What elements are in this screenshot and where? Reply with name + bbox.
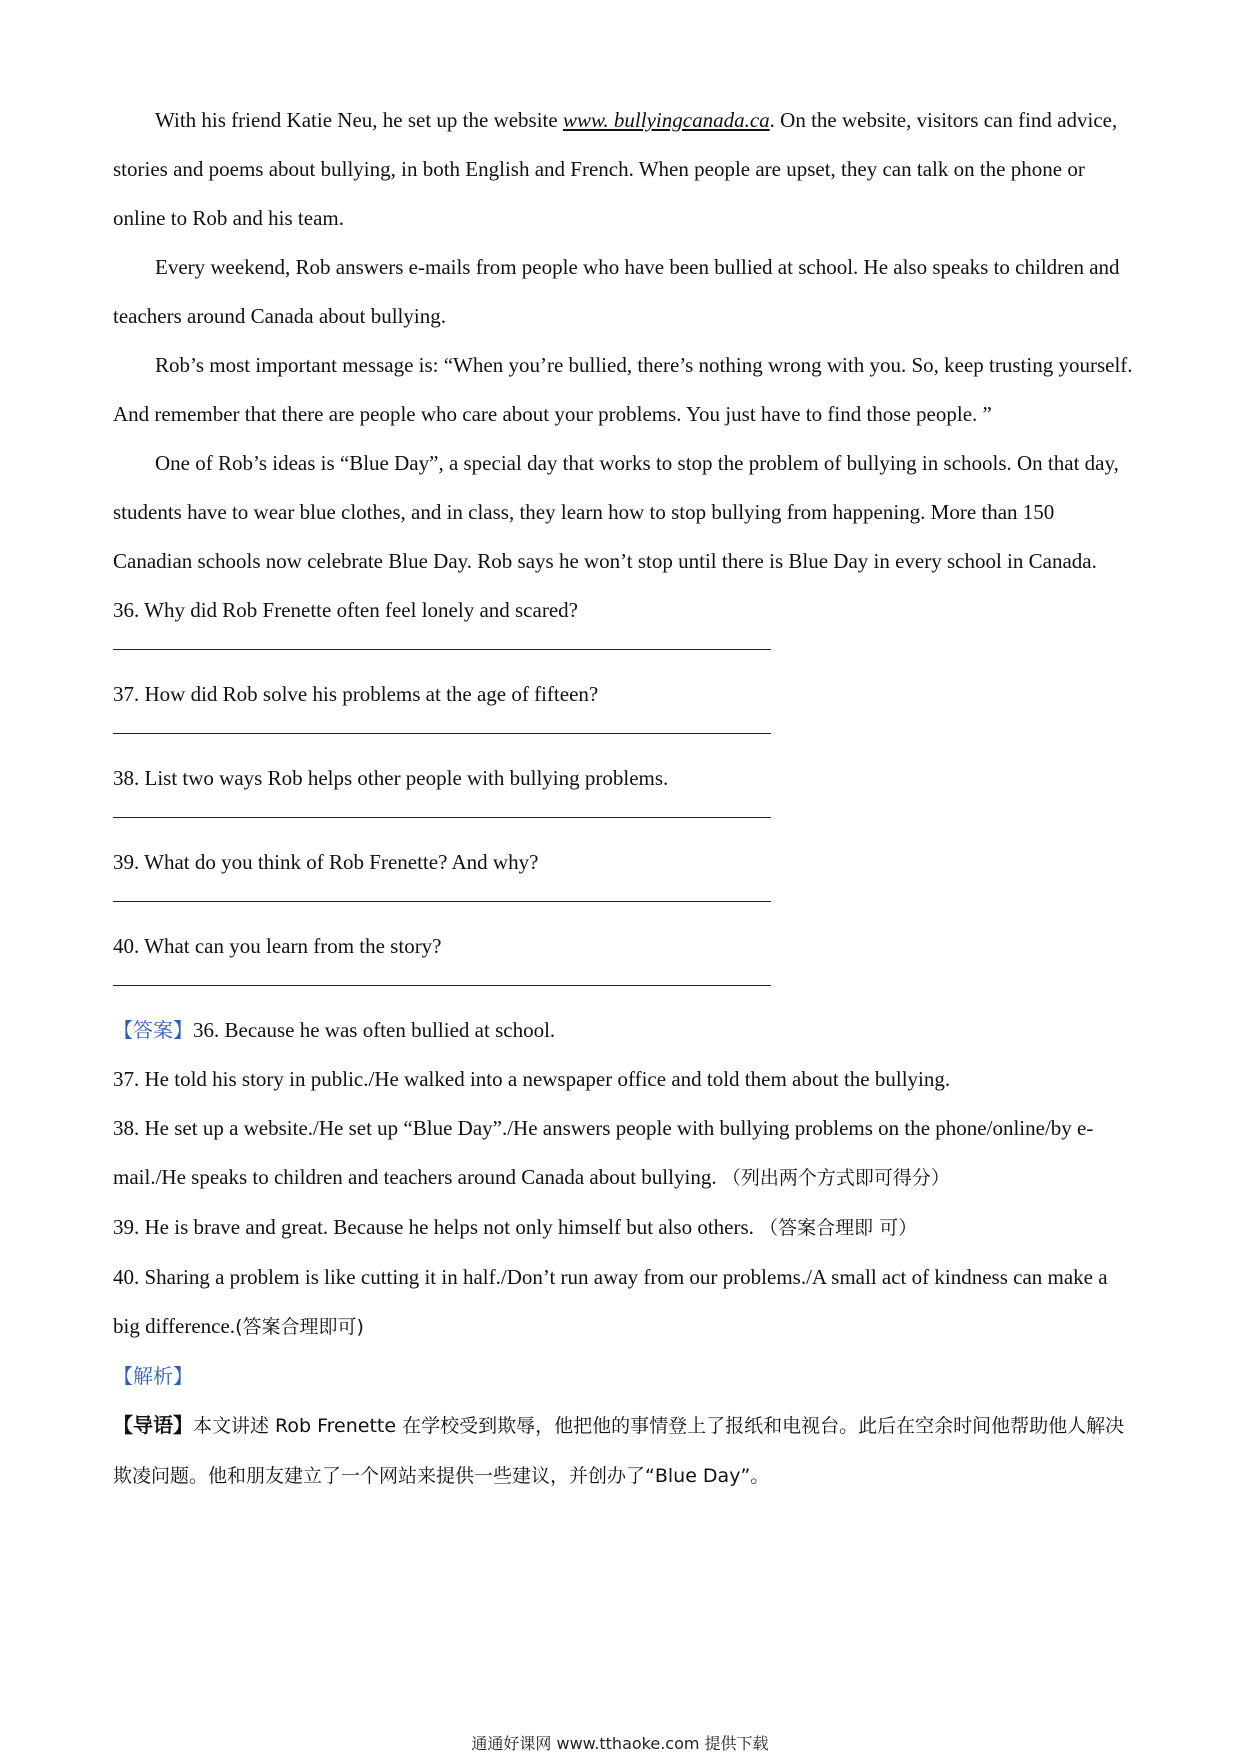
answer-38-note: （列出两个方式即可得分） [721,1167,950,1189]
answer-section [113,1006,1133,1352]
answer-blank-39[interactable] [113,901,771,902]
question-37: 37. How did Rob solve his problems at the age of fifteen? [113,682,599,706]
answer-40-text: 40. Sharing a problem is like cutting it in half./Don’t run away from our problems./A small act of kindness can make a big difference. [113,1265,1108,1338]
analysis-heading [113,1352,1133,1401]
daoyu-tag: 【导语】 [113,1413,193,1437]
answer-blank-38[interactable] [113,817,771,818]
website-link[interactable]: www. bullyingcanada.ca [562,108,770,132]
passage-paragraph-3: Rob’s most important message is: “When you’re bullied, there’s nothing wrong with you. So, keep trusting yourself. And remember that there are people who care about your problems. You just have to find those people. ” [113,353,1133,426]
answer-blank-37[interactable] [113,733,771,734]
passage-paragraph-2: Every weekend, Rob answers e-mails from people who have been bullied at school. He also speaks to children and teachers around Canada about bullying. [113,255,1120,328]
answer-39-note: （答案合理即 可） [759,1217,918,1239]
answer-36-text: 36. Because he was often bullied at school. [193,1018,556,1042]
passage-paragraph-1 [113,96,1133,243]
p1-text-after: . On the website, visitors can find advice, stories and poems about bullying, in both English and French. When people are upset, they can talk on the phone or online to Rob and his team. [113,108,1118,230]
answer-tag: 【答案】 [113,1018,193,1042]
question-list [113,586,1133,986]
answer-40-note: (答案合理即可) [235,1316,364,1338]
question-36: 36. Why did Rob Frenette often feel lonely and scared? [113,598,578,622]
answer-38 [113,1104,1133,1203]
question-40: 40. What can you learn from the story? [113,934,442,958]
question-39: 39. What do you think of Rob Frenette? And why? [113,850,539,874]
answer-37: 37. He told his story in public./He walked into a newspaper office and told them about the bullying. [113,1067,951,1091]
answer-blank-40[interactable] [113,985,771,986]
p1-text-before: With his friend Katie Neu, he set up the website [155,108,563,132]
analysis-section [113,1352,1133,1501]
question-38: 38. List two ways Rob helps other people with bullying problems. [113,766,669,790]
daoyu-paragraph [113,1401,1133,1501]
answer-39-text: 39. He is brave and great. Because he helps not only himself but also others. [113,1215,754,1239]
answer-36 [113,1006,1133,1055]
answer-blank-36[interactable] [113,649,771,650]
answer-39 [113,1203,1133,1253]
page-footer: 通通好课网 www.tthaoke.com 提供下载 [471,1734,769,1753]
analysis-tag: 【解析】 [113,1364,193,1388]
answer-40 [113,1253,1133,1352]
answer-38-text: 38. He set up a website./He set up “Blue Day”./He answers people with bullying problems on the phone/online/by e-mail./He speaks to children and teachers around Canada about bullying. [113,1116,1094,1189]
daoyu-text: 本文讲述 Rob Frenette 在学校受到欺辱，他把他的事情登上了报纸和电视台。此后在空余时间他帮助他人解决欺凌问题。他和朋友建立了一个网站来提供一些建议，并创办了“Blue Day”。 [113,1415,1125,1487]
passage-paragraph-4: One of Rob’s ideas is “Blue Day”, a special day that works to stop the problem of bullying in schools. On that day, students have to wear blue clothes, and in class, they learn how to stop bullying from happening. More than 150 Canadian schools now celebrate Blue Day. Rob says he won’t stop until there is Blue Day in every school in Canada. [113,451,1119,573]
document-page [113,96,1133,1501]
